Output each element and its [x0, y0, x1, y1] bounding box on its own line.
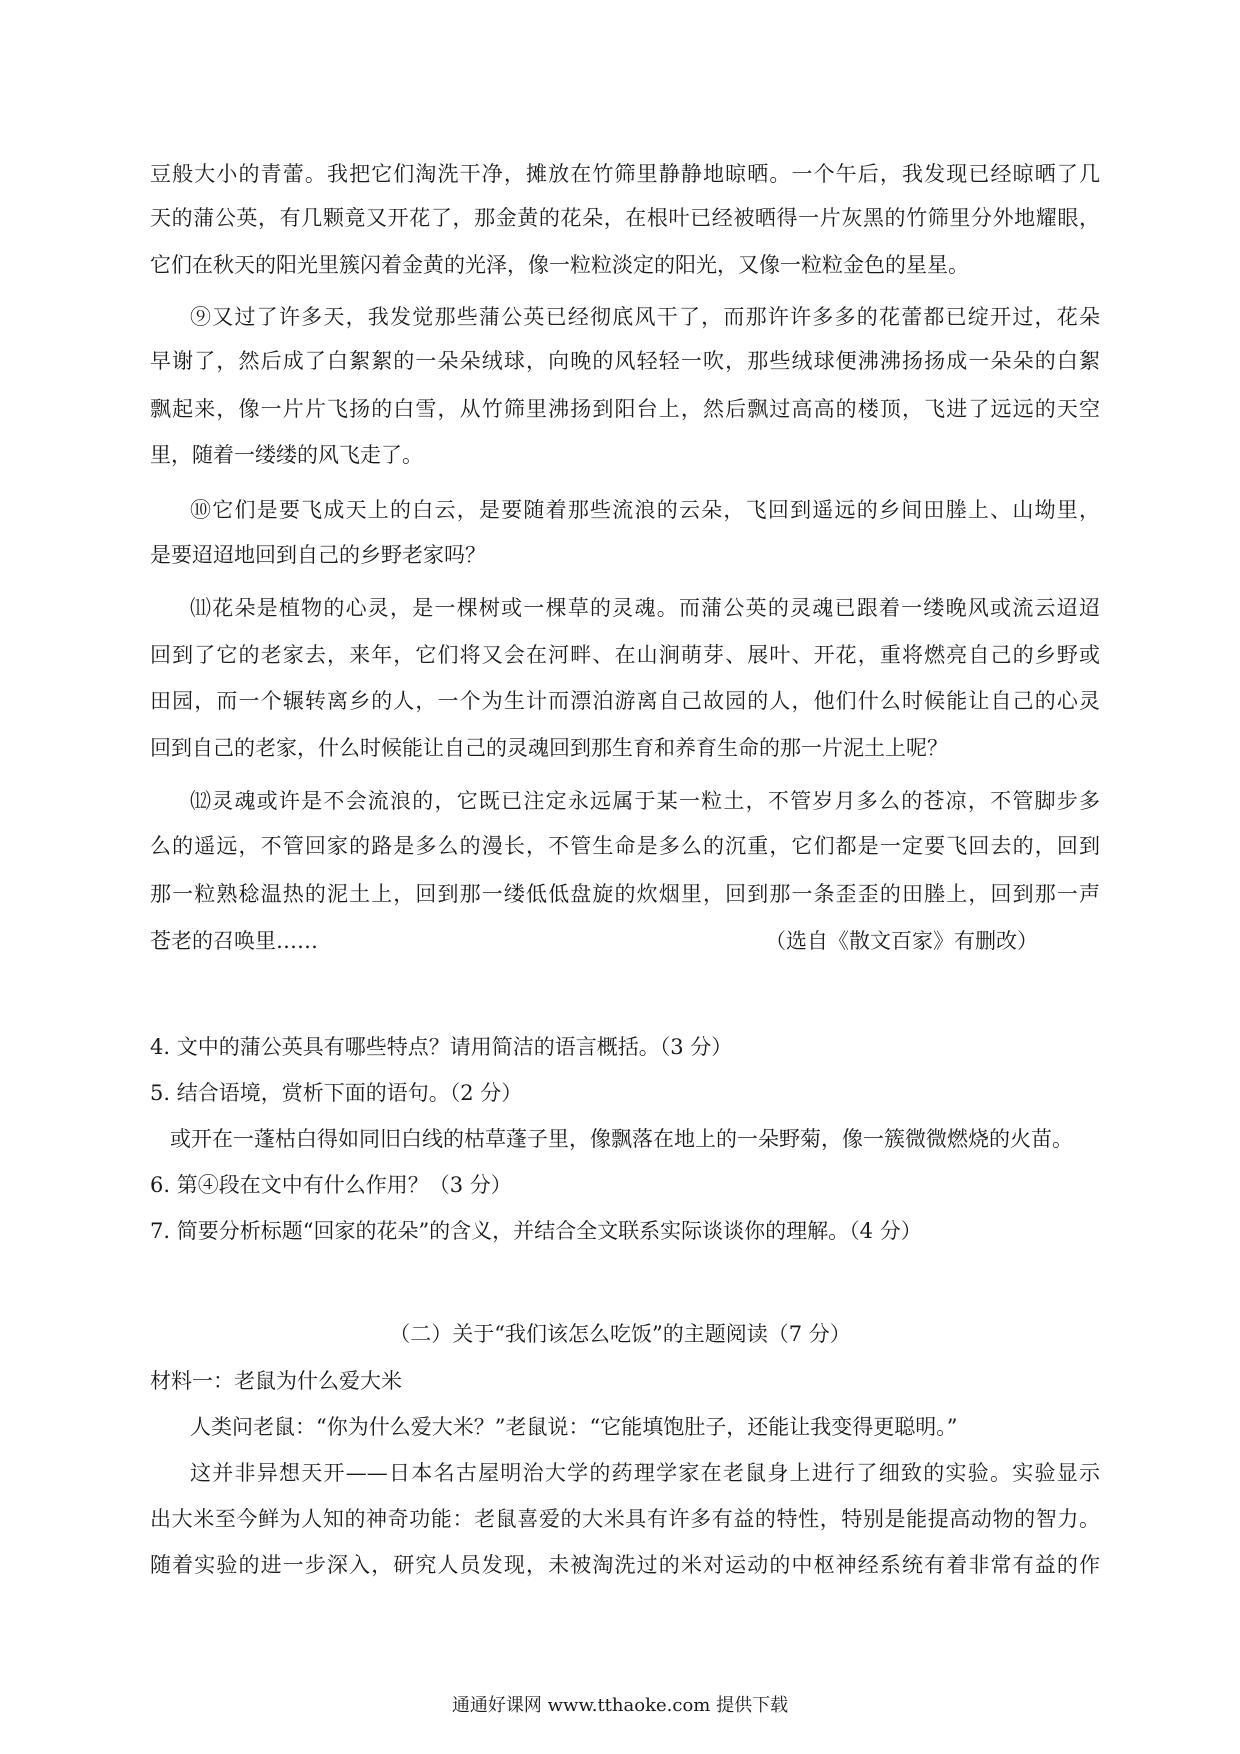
paragraph-line: 出大米至今鲜为人知的神奇功能：老鼠喜爱的大米具有许多有益的特性，特别是能提高动物的智力。	[150, 1507, 1100, 1531]
question-6: 6. 第④段在文中有什么作用？（3 分）	[150, 1173, 512, 1197]
material-heading: 材料一：老鼠为什么爱大米	[150, 1369, 402, 1393]
source-citation: （选自《散文百家》有删改）	[765, 929, 1038, 953]
paragraph-line: ⑾花朵是植物的心灵，是一棵树或一棵草的灵魂。而蒲公英的灵魂已跟着一缕晚风或流云迢迢	[190, 596, 1100, 620]
paragraph-line: 那一粒熟稔温热的泥土上，回到那一缕低低盘旋的炊烟里，回到那一条歪歪的田塍上，回到那一声	[150, 882, 1100, 906]
paragraph-line: 这并非异想天开——日本名古屋明治大学的药理学家在老鼠身上进行了细致的实验。实验显示	[190, 1461, 1100, 1485]
paragraph-line: 是要迢迢地回到自己的乡野老家吗？	[150, 543, 486, 567]
paragraph-line: 天的蒲公英，有几颗竟又开花了，那金黄的花朵，在根叶已经被晒得一片灰黑的竹筛里分外地耀眼，	[150, 206, 1100, 230]
paragraph-line: ⑨又过了许多天，我发觉那些蒲公英已经彻底风干了，而那许许多多的花蕾都已绽开过，花朵	[190, 305, 1100, 329]
paragraph-line: 苍老的召唤里……	[150, 929, 318, 953]
paragraph-line: 它们在秋天的阳光里簇闪着金黄的光泽，像一粒粒淡定的阳光，又像一粒粒金色的星星。	[150, 253, 969, 277]
question-5: 5. 结合语境，赏析下面的语句。（2 分）	[150, 1081, 523, 1105]
paragraph-line: 田园，而一个辗转离乡的人，一个为生计而漂泊游离自己故园的人，他们什么时候能让自己的心灵	[150, 689, 1100, 713]
paragraph-line: ⑿灵魂或许是不会流浪的，它既已注定永远属于某一粒土，不管岁月多么的苍凉，不管脚步多	[190, 789, 1100, 813]
question-4: 4. 文中的蒲公英具有哪些特点？请用简洁的语言概括。（3 分）	[150, 1035, 733, 1059]
paragraph-line: 早谢了，然后成了白絮絮的一朵朵绒球，向晚的风轻轻一吹，那些绒球便沸沸扬扬成一朵朵的白絮	[150, 349, 1100, 373]
paragraph-line: 人类问老鼠：“你为什么爱大米？”老鼠说：“它能填饱肚子，还能让我变得更聪明。”	[190, 1415, 958, 1439]
paragraph-line: 回到自己的老家，什么时候能让自己的灵魂回到那生育和养育生命的那一片泥土上呢？	[150, 736, 948, 760]
paragraph-line: 里，随着一缕缕的风飞走了。	[150, 443, 423, 467]
paragraph-line: 回到了它的老家去，来年，它们将又会在河畔、在山涧萌芽、展叶、开花，重将燃亮自己的乡野或	[150, 643, 1100, 667]
paragraph-line: 豆般大小的青蕾。我把它们淘洗干净，摊放在竹筛里静静地晾晒。一个午后，我发现已经晾晒了几	[150, 162, 1100, 186]
paragraph-line: ⑩它们是要飞成天上的白云，是要随着那些流浪的云朵，飞回到遥远的乡间田塍上、山坳里，	[190, 498, 1100, 522]
paragraph-line: 随着实验的进一步深入，研究人员发现，未被淘洗过的米对运动的中枢神经系统有着非常有益的作	[150, 1553, 1100, 1577]
quoted-sentence: 或开在一蓬枯白得如同旧白线的枯草蓬子里，像飘落在地上的一朵野菊，像一簇微微燃烧的火苗。	[170, 1127, 1073, 1151]
section-title: （二）关于“我们该怎么吃饭”的主题阅读（7 分）	[389, 1322, 851, 1346]
paragraph-line: 么的遥远，不管回家的路是多么的漫长，不管生命是多么的沉重，它们都是一定要飞回去的，回到	[150, 834, 1100, 858]
paragraph-line: 飘起来，像一片片飞扬的白雪，从竹筛里沸扬到阳台上，然后飘过高高的楼顶，飞进了远远的天空	[150, 397, 1100, 421]
question-7: 7. 简要分析标题“回家的花朵”的含义，并结合全文联系实际谈谈你的理解。（4 分）	[150, 1219, 922, 1243]
page-footer: 通通好课网 www.tthaoke.com 提供下载	[451, 1695, 789, 1716]
